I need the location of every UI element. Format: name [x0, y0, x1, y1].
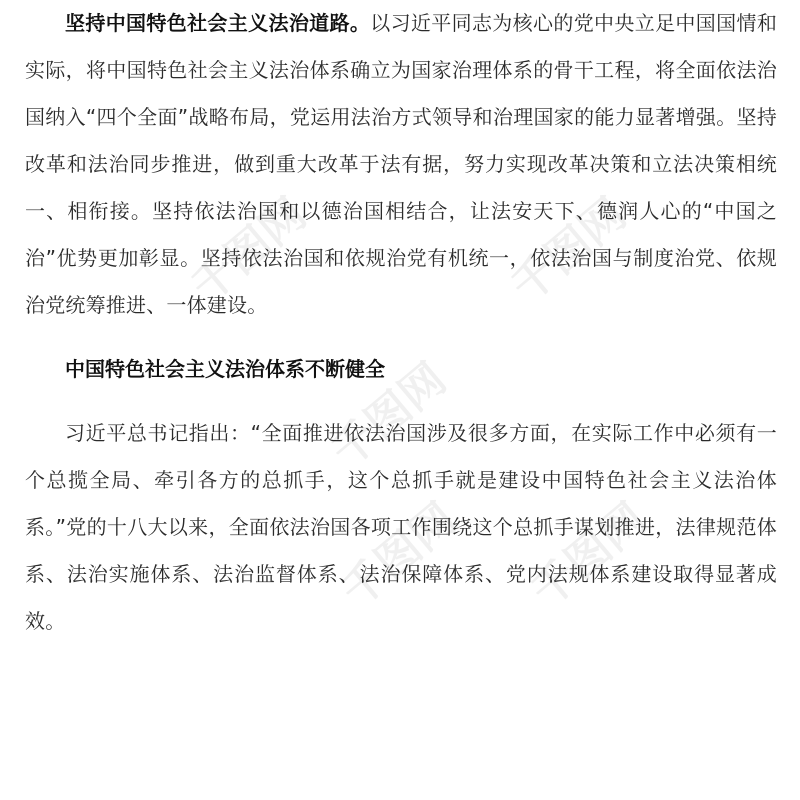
watermark: 千图网	[181, 188, 316, 313]
paragraph-2: 习近平总书记指出：“全面推进依法治国涉及很多方面，在实际工作中必须有一个总揽全局、牵引各方的总抓手，这个总抓手就是建设中国特色社会主义法治体系。”党的十八大以来，全面依法治国各项工作围绕这个总抓手谋划推进，法律规范体系、法治实施体系、法治监督体系、法治保障体系、党内法规体系建设取得显著成效。	[25, 421, 777, 633]
watermark: 千图网	[521, 493, 656, 618]
paragraph-1-text: 以习近平同志为核心的党中央立足中国国情和实际，将中国特色社会主义法治体系确立为国家治理体系的骨干工程，将全面依法治国纳入“四个全面”战略布局，党运用法治方式领导和治理国家的能力显著增强。坚持改革和法治同步推进，做到重大改革于法有据，努力实现改革决策和立法决策相统一、相衔接。坚持依法治国和以德治国相结合，让法安天下、德润人心的“中国之治”优势更加彰显。坚持依法治国和依规治党有机统一，依法治国与制度治党、依规治党统筹推进、一体建设。	[25, 11, 778, 317]
watermark: 千图网	[321, 353, 456, 478]
article-body	[25, 0, 777, 645]
section-heading: 中国特色社会主义法治体系不断健全	[65, 357, 385, 381]
watermark: 千图网	[331, 493, 466, 618]
paragraph-1	[25, 0, 777, 329]
paragraph-1-lead: 坚持中国特色社会主义法治道路。	[65, 11, 371, 35]
watermark: 千图网	[501, 188, 636, 313]
